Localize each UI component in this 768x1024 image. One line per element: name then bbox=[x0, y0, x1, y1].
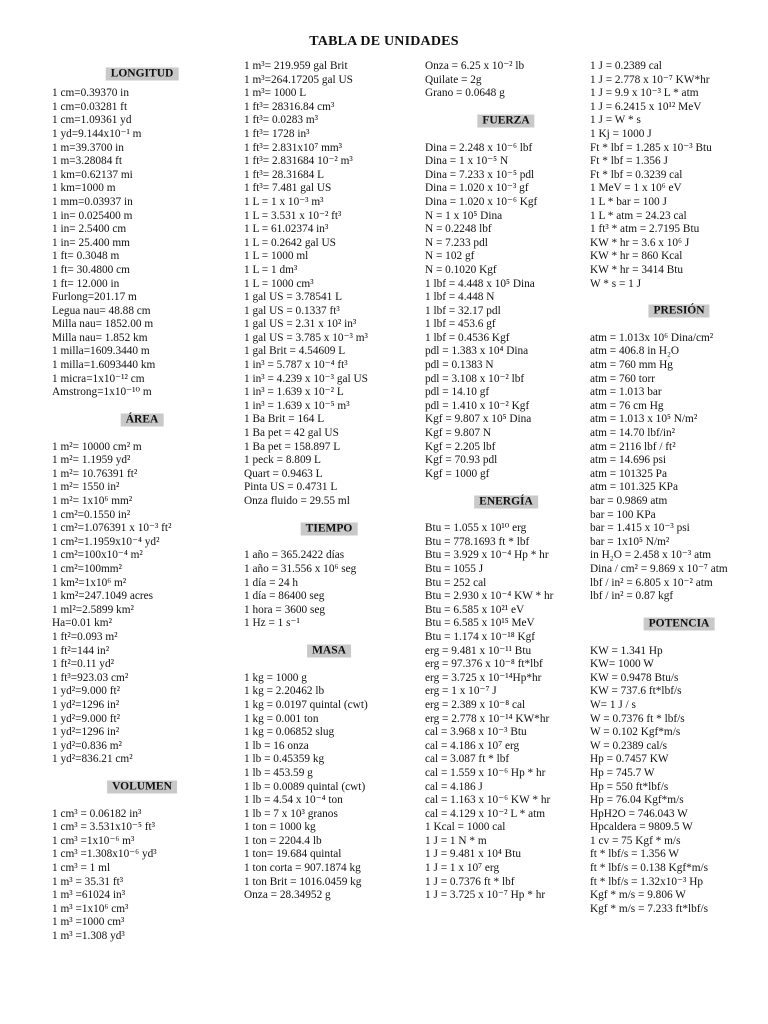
conversion-line: 1 in³ = 5.787 x 10⁻⁴ ft³ bbox=[244, 359, 348, 372]
section-heading-label: LONGITUD bbox=[106, 67, 179, 80]
conversion-line: Btu = 252 cal bbox=[425, 576, 487, 589]
conversion-line: atm = 76 cm Hg bbox=[590, 399, 664, 412]
conversion-line: Dina = 1.020 x 10⁻⁶ Kgf bbox=[425, 195, 538, 208]
conversion-line: erg = 2.389 x 10⁻⁸ cal bbox=[425, 698, 526, 711]
section-heading-label: TIEMPO bbox=[301, 522, 358, 535]
conversion-line: Quart = 0.9463 L bbox=[244, 467, 323, 480]
conversion-line: 1 J = W * s bbox=[590, 114, 641, 127]
conversion-line: 1 m³ = 35.31 ft³ bbox=[52, 875, 124, 888]
conversion-line: 1 ft³= 1728 in³ bbox=[244, 127, 310, 140]
conversion-line: Amstrong=1x10⁻¹⁰ m bbox=[52, 386, 152, 399]
conversion-line: 1 L = 3.531 x 10⁻² ft³ bbox=[244, 209, 342, 222]
conversion-line: Btu = 1.174 x 10⁻¹⁸ Kgf bbox=[425, 630, 536, 643]
conversion-line: Onza = 28.34952 g bbox=[244, 889, 331, 902]
conversion-line: 1 ft= 12.000 in bbox=[52, 277, 120, 290]
conversion-line: 1 m²= 1x10⁶ mm² bbox=[52, 495, 133, 508]
conversion-line: 1 kg = 0.001 ton bbox=[244, 712, 319, 725]
conversion-line: Btu = 3.929 x 10⁻⁴ Hp * hr bbox=[425, 549, 549, 562]
conversion-line: 1 L = 1 x 10⁻³ m³ bbox=[244, 195, 324, 208]
conversion-line: KW = 0.9478 Btu/s bbox=[590, 671, 679, 684]
conversion-line: 1 in³ = 4.239 x 10⁻³ gal US bbox=[244, 372, 368, 385]
conversion-line: Hp = 0.7457 KW bbox=[590, 753, 669, 766]
conversion-line: atm = 14.696 psi bbox=[590, 454, 667, 467]
conversion-line: 1 ft= 30.4800 cm bbox=[52, 263, 130, 276]
conversion-line: 1 J = 9.481 x 10⁴ Btu bbox=[425, 848, 521, 861]
conversion-line: 1 cm=0.03281 ft bbox=[52, 100, 128, 113]
conversion-line: N = 1 x 10⁵ Dina bbox=[425, 209, 503, 222]
conversion-line: 1 km=0.62137 mi bbox=[52, 168, 133, 181]
conversion-line: Dina = 1 x 10⁻⁵ N bbox=[425, 155, 509, 168]
conversion-line: Kgf = 1000 gf bbox=[425, 467, 490, 480]
section-heading bbox=[425, 481, 587, 522]
conversion-line: 1 lbf = 0.4536 Kgf bbox=[425, 331, 510, 344]
conversion-line: 1 Kj = 1000 J bbox=[590, 127, 652, 140]
conversion-line: 1 Kcal = 1000 cal bbox=[425, 821, 506, 834]
conversion-line: Dina = 7.233 x 10⁻⁵ pdl bbox=[425, 168, 535, 181]
conversion-line: lbf / in² = 6.805 x 10⁻² atm bbox=[590, 576, 713, 589]
section-heading bbox=[52, 400, 232, 441]
section-heading-label: PRESIÓN bbox=[648, 305, 709, 318]
conversion-line: 1 in³ = 1.639 x 10⁻⁵ m³ bbox=[244, 399, 350, 412]
conversion-line: KW * hr = 860 Kcal bbox=[590, 250, 683, 263]
conversion-line: Ft * lbf = 0.3239 cal bbox=[590, 168, 683, 181]
conversion-line: Furlong=201.17 m bbox=[52, 291, 137, 304]
conversion-line: Btu = 2.930 x 10⁻⁴ KW * hr bbox=[425, 590, 554, 603]
conversion-line: 1 yd²=836.21 cm² bbox=[52, 753, 133, 766]
conversion-line: 1 lb = 7 x 10³ granos bbox=[244, 807, 338, 820]
conversion-line: 1 m³ =1000 cm³ bbox=[52, 916, 125, 929]
conversion-line: 1 ft³ * atm = 2.7195 Btu bbox=[590, 223, 700, 236]
conversion-line: 1 ton = 1000 kg bbox=[244, 821, 316, 834]
conversion-line: 1 yd²=9.000 ft² bbox=[52, 685, 121, 698]
conversion-line: 1 Hz = 1 s⁻¹ bbox=[244, 617, 300, 630]
conversion-line: ft * lbf/s = 1.356 W bbox=[590, 848, 680, 861]
conversion-line: 1 milla=1609.3440 m bbox=[52, 345, 150, 358]
conversion-line: 1 ton= 19.684 quintal bbox=[244, 848, 342, 861]
conversion-line: 1 año = 365.2422 días bbox=[244, 549, 345, 562]
conversion-line: Ft * lbf = 1.356 J bbox=[590, 155, 668, 168]
section-heading-label: ENERGÍA bbox=[474, 495, 538, 508]
conversion-line: lbf / in² = 0.87 kgf bbox=[590, 590, 674, 603]
conversion-line: bar = 100 KPa bbox=[590, 508, 656, 521]
conversion-line: Quilate = 2g bbox=[425, 73, 482, 86]
conversion-line: Kgf = 70.93 pdl bbox=[425, 454, 498, 467]
conversion-line: 1 cm²=100x10⁻⁴ m² bbox=[52, 549, 143, 562]
conversion-line: 1 ton Brit = 1016.0459 kg bbox=[244, 875, 362, 888]
conversion-line: Hp = 745.7 W bbox=[590, 766, 655, 779]
section-heading-label: MASA bbox=[307, 645, 351, 658]
conversion-line: 1 cm²=0.1550 in² bbox=[52, 508, 131, 521]
section-heading bbox=[244, 509, 414, 550]
conversion-line: 1 m³= 1000 L bbox=[244, 87, 307, 100]
conversion-line: 1 m=39.3700 in bbox=[52, 141, 124, 154]
section-heading bbox=[590, 291, 768, 332]
conversion-line: 1 yd²=1296 in² bbox=[52, 726, 120, 739]
conversion-line: 1 m³=264.17205 gal US bbox=[244, 73, 353, 86]
conversion-line: 1 ft³= 2.831x10⁷ mm³ bbox=[244, 141, 343, 154]
conversion-line: ft * lbf/s = 0.138 Kgf*m/s bbox=[590, 862, 709, 875]
conversion-line: 1 Ba pet = 42 gal US bbox=[244, 427, 339, 440]
conversion-line: 1 ton = 2204.4 lb bbox=[244, 834, 322, 847]
conversion-line: 1 micra=1x10⁻¹² cm bbox=[52, 372, 145, 385]
conversion-line: erg = 2.778 x 10⁻¹⁴ KW*hr bbox=[425, 712, 550, 725]
conversion-line: Kgf = 9.807 N bbox=[425, 427, 491, 440]
conversion-line: Kgf = 2.205 lbf bbox=[425, 440, 496, 453]
conversion-line: in H₂O = 2.458 x 10⁻³ atm bbox=[590, 549, 712, 562]
section-heading bbox=[52, 60, 232, 87]
column-1 bbox=[52, 60, 232, 944]
conversion-line: Pinta US = 0.4731 L bbox=[244, 481, 338, 494]
conversion-line: 1 m³ =1x10⁶ cm³ bbox=[52, 902, 129, 915]
conversion-line: Dina = 1.020 x 10⁻³ gf bbox=[425, 182, 529, 195]
conversion-line: 1 ft³= 0.0283 m³ bbox=[244, 114, 319, 127]
conversion-line: Legua nau= 48.88 cm bbox=[52, 304, 151, 317]
conversion-line: KW * hr = 3414 Btu bbox=[590, 263, 684, 276]
section-heading-label: ÁREA bbox=[121, 414, 164, 427]
conversion-line: KW= 1000 W bbox=[590, 658, 654, 671]
conversion-line: 1 gal US = 0.1337 ft³ bbox=[244, 304, 340, 317]
section-heading-label: VOLUMEN bbox=[107, 781, 177, 794]
conversion-line: pdl = 1.410 x 10⁻² Kgf bbox=[425, 399, 530, 412]
conversion-line: 1 ft= 0.3048 m bbox=[52, 250, 120, 263]
conversion-line: atm = 1.013x 10⁶ Dina/cm² bbox=[590, 331, 714, 344]
conversion-line: erg = 9.481 x 10⁻¹¹ Btu bbox=[425, 644, 532, 657]
conversion-line: atm = 101.325 KPa bbox=[590, 481, 678, 494]
conversion-line: 1 ft³= 7.481 gal US bbox=[244, 182, 332, 195]
conversion-line: Btu = 6.585 x 10²¹ eV bbox=[425, 603, 525, 616]
conversion-line: 1 lb = 0.45359 kg bbox=[244, 753, 325, 766]
conversion-line: 1 cm=0.39370 in bbox=[52, 87, 129, 100]
conversion-line: 1 lb = 0.0089 quintal (cwt) bbox=[244, 780, 366, 793]
conversion-line: cal = 4.129 x 10⁻² L * atm bbox=[425, 807, 546, 820]
conversion-line: Btu = 1.055 x 10¹⁰ erg bbox=[425, 522, 527, 535]
conversion-line: 1 J = 3.725 x 10⁻⁷ Hp * hr bbox=[425, 889, 546, 902]
conversion-line: Kgf = 9.807 x 10⁵ Dina bbox=[425, 413, 532, 426]
conversion-line: Ha=0.01 km² bbox=[52, 617, 112, 630]
conversion-line: 1 kg = 0.06852 slug bbox=[244, 726, 335, 739]
conversion-line: 1 in= 25.400 mm bbox=[52, 236, 130, 249]
conversion-line: Hp = 550 ft*lbf/s bbox=[590, 780, 669, 793]
conversion-line: 1 cm³ =1x10⁻⁶ m³ bbox=[52, 834, 135, 847]
conversion-line: W = 0.7376 ft * lbf/s bbox=[590, 712, 685, 725]
conversion-line: Kgf * m/s = 7.233 ft*lbf/s bbox=[590, 902, 709, 915]
column-2 bbox=[244, 60, 414, 903]
conversion-line: Milla nau= 1852.00 m bbox=[52, 318, 154, 331]
section-heading bbox=[52, 767, 232, 808]
conversion-line: 1 cm³ = 1 ml bbox=[52, 862, 111, 875]
conversion-line: 1 día = 24 h bbox=[244, 576, 299, 589]
conversion-line: 1 L * bar = 100 J bbox=[590, 195, 667, 208]
conversion-line: 1 L = 61.02374 in³ bbox=[244, 223, 329, 236]
conversion-line: 1 m³ =1.308 yd³ bbox=[52, 930, 125, 943]
conversion-line: Onza = 6.25 x 10⁻² lb bbox=[425, 60, 525, 72]
conversion-line: 1 km²=247.1049 acres bbox=[52, 590, 154, 603]
conversion-line: 1 gal US = 3.785 x 10⁻³ m³ bbox=[244, 331, 368, 344]
conversion-line: 1 yd²=0.836 m² bbox=[52, 739, 122, 752]
conversion-line: 1 mm=0.03937 in bbox=[52, 195, 133, 208]
conversion-line: 1 lb = 453.59 g bbox=[244, 766, 313, 779]
conversion-line: Btu = 6.585 x 10¹⁵ MeV bbox=[425, 617, 535, 630]
conversion-line: W * s = 1 J bbox=[590, 277, 642, 290]
conversion-line: KW * hr = 3.6 x 10⁶ J bbox=[590, 236, 690, 249]
conversion-line: 1 km=1000 m bbox=[52, 182, 116, 195]
conversion-line: Ft * lbf = 1.285 x 10⁻³ Btu bbox=[590, 141, 712, 154]
conversion-line: erg = 3.725 x 10⁻¹⁴Hp*hr bbox=[425, 671, 542, 684]
conversion-line: 1 milla=1.6093440 km bbox=[52, 359, 156, 372]
column-3 bbox=[425, 60, 587, 903]
conversion-line: 1 cm³ =1.308x10⁻⁶ yd³ bbox=[52, 848, 157, 861]
conversion-line: 1 gal US = 3.78541 L bbox=[244, 291, 342, 304]
column-4 bbox=[590, 60, 768, 916]
conversion-line: 1 ft³=923.03 cm² bbox=[52, 671, 129, 684]
conversion-line: 1 gal Brit = 4.54609 L bbox=[244, 345, 346, 358]
conversion-line: 1 J = 1 x 10⁷ erg bbox=[425, 862, 500, 875]
page-title: TABLA DE UNIDADES bbox=[309, 34, 459, 49]
conversion-line: 1 gal US = 2.31 x 10² in³ bbox=[244, 318, 357, 331]
conversion-line: 1 J = 0.7376 ft * lbf bbox=[425, 875, 515, 888]
conversion-line: 1 L = 1000 cm³ bbox=[244, 277, 314, 290]
conversion-line: bar = 1.415 x 10⁻³ psi bbox=[590, 522, 690, 535]
conversion-line: Grano = 0.0648 g bbox=[425, 87, 505, 100]
conversion-line: cal = 1.163 x 10⁻⁶ KW * hr bbox=[425, 794, 551, 807]
conversion-line: KW = 1.341 Hp bbox=[590, 644, 663, 657]
conversion-line: 1 lbf = 4.448 x 10⁵ Dina bbox=[425, 277, 535, 290]
conversion-line: 1 J = 1 N * m bbox=[425, 834, 487, 847]
conversion-line: Milla nau= 1.852 km bbox=[52, 331, 148, 344]
conversion-line: atm = 1.013 x 10⁵ N/m² bbox=[590, 413, 698, 426]
conversion-line: W= 1 J / s bbox=[590, 698, 636, 711]
conversion-line: 1 m=3.28084 ft bbox=[52, 155, 123, 168]
conversion-line: pdl = 14.10 gf bbox=[425, 386, 490, 399]
conversion-line: cal = 1.559 x 10⁻⁶ Hp * hr bbox=[425, 766, 546, 779]
conversion-line: atm = 2116 lbf / ft² bbox=[590, 440, 676, 453]
conversion-line: 1 yd²=9.000 ft² bbox=[52, 712, 121, 725]
conversion-line: 1 ft²=0.11 yd² bbox=[52, 658, 114, 671]
conversion-line: cal = 3.087 ft * lbf bbox=[425, 753, 510, 766]
conversion-line: 1 ml²=2.5899 km² bbox=[52, 603, 134, 616]
conversion-line: Hpcaldera = 9809.5 W bbox=[590, 821, 693, 834]
section-heading-label: POTENCIA bbox=[644, 618, 715, 631]
conversion-line: 1 m²= 1.1959 yd² bbox=[52, 454, 131, 467]
conversion-line: Dina = 2.248 x 10⁻⁶ lbf bbox=[425, 141, 533, 154]
conversion-line: Btu = 778.1693 ft * lbf bbox=[425, 535, 530, 548]
conversion-line: Kgf * m/s = 9.806 W bbox=[590, 889, 686, 902]
conversion-line: Onza fluido = 29.55 ml bbox=[244, 495, 350, 507]
conversion-line: N = 7.233 pdl bbox=[425, 236, 488, 249]
conversion-line: atm = 760 mm Hg bbox=[590, 359, 673, 372]
conversion-line: 1 cm=1.09361 yd bbox=[52, 114, 132, 127]
conversion-line: 1 lbf = 32.17 pdl bbox=[425, 304, 501, 317]
conversion-line: 1 hora = 3600 seg bbox=[244, 603, 326, 616]
conversion-line: 1 cm²=100mm² bbox=[52, 562, 122, 575]
conversion-line: 1 in= 0.025400 m bbox=[52, 209, 133, 222]
conversion-line: atm = 760 torr bbox=[590, 372, 656, 385]
conversion-line: cal = 4.186 J bbox=[425, 780, 483, 793]
conversion-line: HpH2O = 746.043 W bbox=[590, 807, 688, 820]
conversion-line: 1 J = 6.2415 x 10¹² MeV bbox=[590, 100, 702, 113]
conversion-line: 1 kg = 1000 g bbox=[244, 671, 307, 684]
conversion-line: KW = 737.6 ft*lbf/s bbox=[590, 685, 682, 698]
conversion-line: 1 L = 0.2642 gal US bbox=[244, 236, 336, 249]
conversion-line: Dina / cm² = 9.869 x 10⁻⁷ atm bbox=[590, 562, 728, 575]
conversion-line: 1 Ba pet = 158.897 L bbox=[244, 440, 341, 453]
conversion-line: 1 km²=1x10⁶ m² bbox=[52, 576, 127, 589]
conversion-line: 1 cm³ = 3.531x10⁻⁵ ft³ bbox=[52, 821, 156, 834]
conversion-line: 1 yd²=1296 in² bbox=[52, 698, 120, 711]
conversion-line: 1 ft³= 28.31684 L bbox=[244, 168, 325, 181]
conversion-line: Btu = 1055 J bbox=[425, 563, 484, 575]
conversion-line: 1 L = 1000 ml bbox=[244, 250, 309, 263]
conversion-line: W = 0.102 Kgf*m/s bbox=[590, 726, 681, 739]
section-heading bbox=[590, 604, 768, 645]
conversion-line: 1 m³ =61024 in³ bbox=[52, 889, 126, 902]
conversion-line: 1 lbf = 453.6 gf bbox=[425, 318, 496, 331]
conversion-line: 1 cm²=1.1959x10⁻⁴ yd² bbox=[52, 535, 160, 548]
conversion-line: 1 año = 31.556 x 10⁶ seg bbox=[244, 562, 357, 575]
conversion-line: 1 día = 86400 seg bbox=[244, 590, 325, 603]
conversion-line: pdl = 0.1383 N bbox=[425, 359, 494, 372]
conversion-line: ft * lbf/s = 1.32x10⁻³ Hp bbox=[590, 875, 703, 888]
conversion-line: 1 lb = 4.54 x 10⁻⁴ ton bbox=[244, 794, 343, 807]
conversion-line: erg = 1 x 10⁻⁷ J bbox=[425, 685, 497, 698]
conversion-line: cal = 3.968 x 10⁻³ Btu bbox=[425, 726, 527, 739]
conversion-line: atm = 1.013 bar bbox=[590, 386, 662, 399]
conversion-line: 1 J = 2.778 x 10⁻⁷ KW*hr bbox=[590, 73, 710, 86]
conversion-line: atm = 101325 Pa bbox=[590, 467, 667, 480]
conversion-line: bar = 0.9869 atm bbox=[590, 495, 668, 508]
conversion-line: 1 L * atm = 24.23 cal bbox=[590, 209, 687, 222]
conversion-line: 1 lb = 16 onza bbox=[244, 739, 309, 752]
section-heading bbox=[425, 101, 587, 142]
conversion-line: pdl = 1.383 x 10⁴ Dina bbox=[425, 345, 529, 358]
conversion-line: 1 lbf = 4.448 N bbox=[425, 291, 495, 304]
conversion-line: pdl = 3.108 x 10⁻² lbf bbox=[425, 372, 525, 385]
conversion-line: W = 0.2389 cal/s bbox=[590, 739, 668, 752]
conversion-line: atm = 14.70 lbf/in² bbox=[590, 427, 676, 440]
conversion-line: atm = 406.8 in H₂O bbox=[590, 345, 680, 358]
conversion-line: 1 kg = 0.0197 quintal (cwt) bbox=[244, 698, 368, 711]
conversion-line: 1 m²= 10.76391 ft² bbox=[52, 467, 138, 480]
conversion-line: 1 J = 0.2389 cal bbox=[590, 60, 662, 72]
conversion-line: N = 102 gf bbox=[425, 250, 475, 263]
conversion-line: 1 kg = 2.20462 lb bbox=[244, 685, 325, 698]
conversion-line: 1 cm²=1.076391 x 10⁻³ ft² bbox=[52, 522, 172, 535]
conversion-line: 1 m²= 10000 cm² m bbox=[52, 440, 142, 453]
conversion-line: 1 in= 2.5400 cm bbox=[52, 223, 127, 236]
conversion-line: 1 ft²=144 in² bbox=[52, 644, 110, 657]
conversion-line: cal = 4.186 x 10⁷ erg bbox=[425, 739, 520, 752]
conversion-line: erg = 97.376 x 10⁻⁸ ft*lbf bbox=[425, 658, 543, 671]
conversion-line: bar = 1x10⁵ N/m² bbox=[590, 535, 670, 548]
conversion-line: 1 ft²=0.093 m² bbox=[52, 630, 118, 643]
conversion-line: 1 Ba Brit = 164 L bbox=[244, 413, 325, 426]
conversion-line: 1 ft³= 2.831684 10⁻² m³ bbox=[244, 155, 353, 168]
section-heading bbox=[244, 631, 414, 672]
conversion-line: 1 cv = 75 Kgf * m/s bbox=[590, 834, 681, 847]
conversion-line: N = 0.1020 Kgf bbox=[425, 263, 497, 276]
conversion-line: 1 ft³= 28316.84 cm³ bbox=[244, 100, 335, 113]
conversion-line: 1 in³ = 1.639 x 10⁻² L bbox=[244, 386, 344, 399]
conversion-line: 1 cm³ = 0.06182 in³ bbox=[52, 807, 142, 820]
conversion-line: 1 J = 9.9 x 10⁻³ L * atm bbox=[590, 87, 699, 100]
conversion-line: 1 m³= 219.959 gal Brit bbox=[244, 60, 348, 72]
conversion-line: 1 m²= 1550 in² bbox=[52, 481, 120, 494]
conversion-line: 1 yd=9.144x10⁻¹ m bbox=[52, 127, 142, 140]
conversion-line: 1 ton corta = 907.1874 kg bbox=[244, 862, 361, 875]
section-heading-label: FUERZA bbox=[477, 115, 534, 128]
conversion-line: 1 MeV = 1 x 10⁶ eV bbox=[590, 182, 682, 195]
conversion-line: 1 L = 1 dm³ bbox=[244, 263, 298, 276]
conversion-line: N = 0.2248 lbf bbox=[425, 223, 492, 236]
conversion-line: Hp = 76.04 Kgf*m/s bbox=[590, 794, 684, 807]
conversion-line: 1 peck = 8.809 L bbox=[244, 454, 321, 467]
